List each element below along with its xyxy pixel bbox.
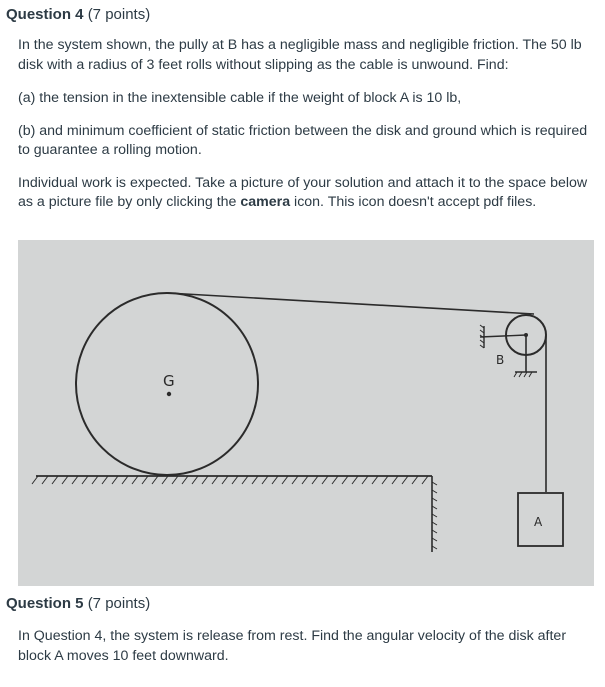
question-4-figure — [18, 240, 594, 586]
question-4-part-b: (b) and minimum coefficient of static friction between the disk and ground which is required to guarantee a rolling motion. — [18, 122, 588, 158]
paper-background — [18, 240, 594, 586]
question-5-body — [18, 627, 593, 666]
instructions-text-post: icon. This icon doesn't accept pdf files. — [290, 194, 537, 210]
question-4-points: (7 points) — [87, 6, 151, 23]
question-4-header — [6, 6, 150, 23]
question-4-title: Question 4 — [6, 6, 84, 23]
instructions-text-pre: Individual work is expected. Take a picture of your solution and attach it to the space below as a picture file by only clicking the — [18, 174, 588, 210]
instructions-camera-word: camera — [240, 194, 291, 210]
question-4-body — [18, 36, 593, 213]
question-4-instructions — [18, 174, 593, 213]
question-5-title: Question 5 — [6, 595, 84, 612]
question-4-part-a: (a) the tension in the inextensible cable if the weight of block A is 10 lb, — [18, 90, 462, 106]
question-5-header — [6, 595, 150, 612]
question-5-points: (7 points) — [87, 595, 151, 612]
disk-center-label: G — [163, 372, 175, 390]
pulley-label: B — [496, 353, 505, 367]
block-label: A — [534, 515, 543, 529]
pulley-disk-diagram — [18, 240, 594, 586]
question-4-intro: In the system shown, the pully at B has a negligible mass and negligible friction. The 50 lb disk with a radius of 3 feet rolls without slipping as the cable is unwound. Find: — [18, 37, 582, 73]
disk-center-dot — [167, 392, 171, 396]
question-5-text: In Question 4, the system is release from rest. Find the angular velocity of the disk after block A moves 10 feet downward. — [18, 628, 567, 664]
